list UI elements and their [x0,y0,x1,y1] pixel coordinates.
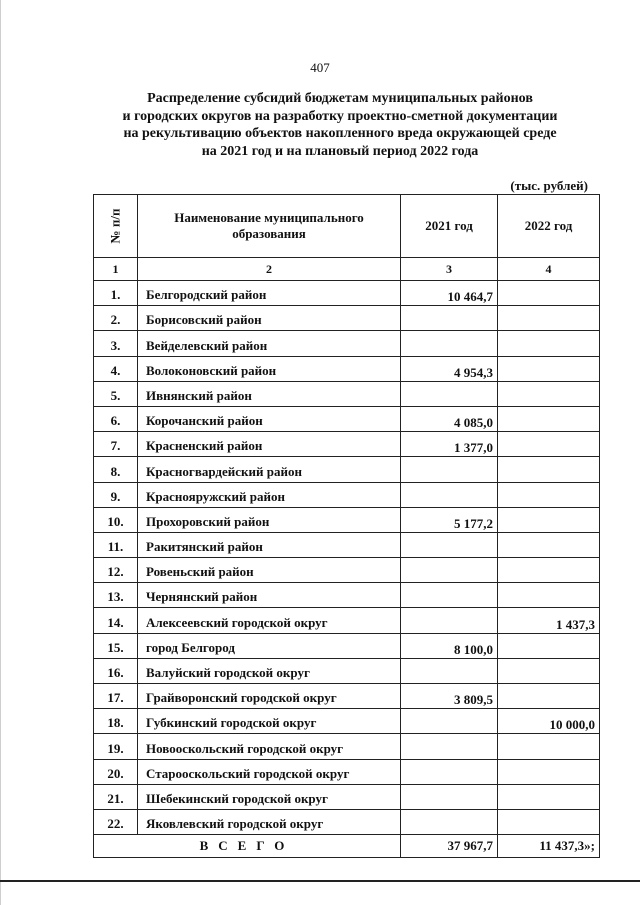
row-number: 1. [94,281,138,306]
row-value-2021 [401,381,498,406]
row-number: 7. [94,432,138,457]
row-value-2021 [401,709,498,734]
row-name: Вейделевский район [138,331,401,356]
table-row [94,406,600,431]
row-value-2021 [401,583,498,608]
row-value-2021 [401,482,498,507]
row-name: Старооскольский городской округ [138,759,401,784]
row-name: Валуйский городской округ [138,658,401,683]
row-value-2021 [401,457,498,482]
title-line: и городских округов на разработку проектно-сметной документации [122,108,558,124]
page-number: 407 [310,60,330,75]
row-value-2021: 3 809,5 [401,684,498,709]
row-number: 3. [94,331,138,356]
index-cell: 1 [94,258,138,281]
row-value-2021 [401,532,498,557]
row-value-2022 [498,684,600,709]
row-value-2021 [401,331,498,356]
table-row [94,809,600,834]
row-value-2022 [498,381,600,406]
header-2021: 2021 год [401,195,498,258]
index-cell: 2 [138,258,401,281]
table-row [94,709,600,734]
title-line: Распределение субсидий бюджетам муниципальных районов [147,91,533,106]
total-2021: 37 967,7 [401,835,498,858]
row-value-2022 [498,532,600,557]
row-value-2022 [498,809,600,834]
row-number: 12. [94,558,138,583]
document-title [90,90,590,160]
row-value-2021 [401,558,498,583]
table-row [94,532,600,557]
table-row [94,633,600,658]
row-number: 5. [94,381,138,406]
row-name: Яковлевский городской округ [138,809,401,834]
row-value-2022 [498,432,600,457]
row-number: 10. [94,507,138,532]
row-value-2021: 10 464,7 [401,281,498,306]
table-row [94,306,600,331]
units-note: (тыс. рублей) [510,178,588,193]
row-number: 14. [94,608,138,633]
index-cell: 4 [498,258,600,281]
table-row [94,558,600,583]
row-name: Красненский район [138,432,401,457]
row-value-2022 [498,306,600,331]
scan-bottom-line [0,880,640,882]
row-value-2021: 1 377,0 [401,432,498,457]
row-number: 15. [94,633,138,658]
total-label: ВСЕГО [94,835,401,858]
row-value-2022 [498,482,600,507]
row-value-2022 [498,558,600,583]
total-row [94,835,600,858]
subsidy-table [93,194,600,858]
row-name: Волоконовский район [138,356,401,381]
table-row [94,583,600,608]
row-value-2022: 1 437,3 [498,608,600,633]
row-name: Алексеевский городской округ [138,608,401,633]
row-name: Чернянский район [138,583,401,608]
row-value-2021: 5 177,2 [401,507,498,532]
row-value-2022 [498,759,600,784]
row-number: 13. [94,583,138,608]
row-value-2022 [498,658,600,683]
row-name: Прохоровский район [138,507,401,532]
row-value-2022 [498,281,600,306]
row-number: 9. [94,482,138,507]
row-number: 2. [94,306,138,331]
table-row [94,457,600,482]
row-value-2021 [401,734,498,759]
row-value-2022 [498,784,600,809]
row-name: Шебекинский городской округ [138,784,401,809]
title-line: на 2021 год и на плановый период 2022 года [201,143,479,159]
table-row [94,281,600,306]
row-number: 8. [94,457,138,482]
row-value-2022 [498,507,600,532]
scan-edge-line [0,0,1,905]
table-row [94,734,600,759]
row-value-2022 [498,734,600,759]
row-value-2021 [401,306,498,331]
row-value-2021 [401,784,498,809]
table-row [94,507,600,532]
table-row [94,381,600,406]
row-value-2021 [401,608,498,633]
row-value-2022 [498,583,600,608]
row-name: Корочанский район [138,406,401,431]
table-row [94,608,600,633]
header-2022: 2022 год [498,195,600,258]
table-row [94,356,600,381]
row-value-2021: 8 100,0 [401,633,498,658]
row-value-2021 [401,658,498,683]
row-value-2022 [498,406,600,431]
row-name: Грайворонский городской округ [138,684,401,709]
row-number: 20. [94,759,138,784]
row-name: Краснояружский район [138,482,401,507]
title-line: на рекультивацию объектов накопленного вреда окружающей среде [123,126,557,141]
row-name: Красногвардейский район [138,457,401,482]
column-index-row [94,258,600,281]
table-header-row [94,195,600,258]
row-value-2022 [498,633,600,658]
table-row [94,482,600,507]
row-number: 19. [94,734,138,759]
row-name: Ивнянский район [138,381,401,406]
row-value-2022 [498,457,600,482]
row-value-2021 [401,759,498,784]
row-number: 18. [94,709,138,734]
row-name: Ровеньский район [138,558,401,583]
row-value-2022 [498,331,600,356]
table-row [94,784,600,809]
header-num [94,195,138,258]
row-name: Белгородский район [138,281,401,306]
row-number: 16. [94,658,138,683]
row-name: Борисовский район [138,306,401,331]
row-number: 4. [94,356,138,381]
row-value-2021: 4 085,0 [401,406,498,431]
row-name: город Белгород [138,633,401,658]
index-cell: 3 [401,258,498,281]
header-num-label: № п/п [107,208,123,244]
row-value-2022 [498,356,600,381]
row-name: Губкинский городской округ [138,709,401,734]
header-name: Наименование муниципального образования [138,195,401,258]
table-row [94,432,600,457]
row-value-2022: 10 000,0 [498,709,600,734]
row-name: Новооскольский городской округ [138,734,401,759]
row-number: 11. [94,532,138,557]
table-row [94,331,600,356]
table-row [94,658,600,683]
row-value-2021 [401,809,498,834]
total-2022: 11 437,3»; [498,835,600,858]
row-number: 6. [94,406,138,431]
row-number: 17. [94,684,138,709]
table-row [94,759,600,784]
row-name: Ракитянский район [138,532,401,557]
row-number: 22. [94,809,138,834]
row-value-2021: 4 954,3 [401,356,498,381]
table-row [94,684,600,709]
row-number: 21. [94,784,138,809]
